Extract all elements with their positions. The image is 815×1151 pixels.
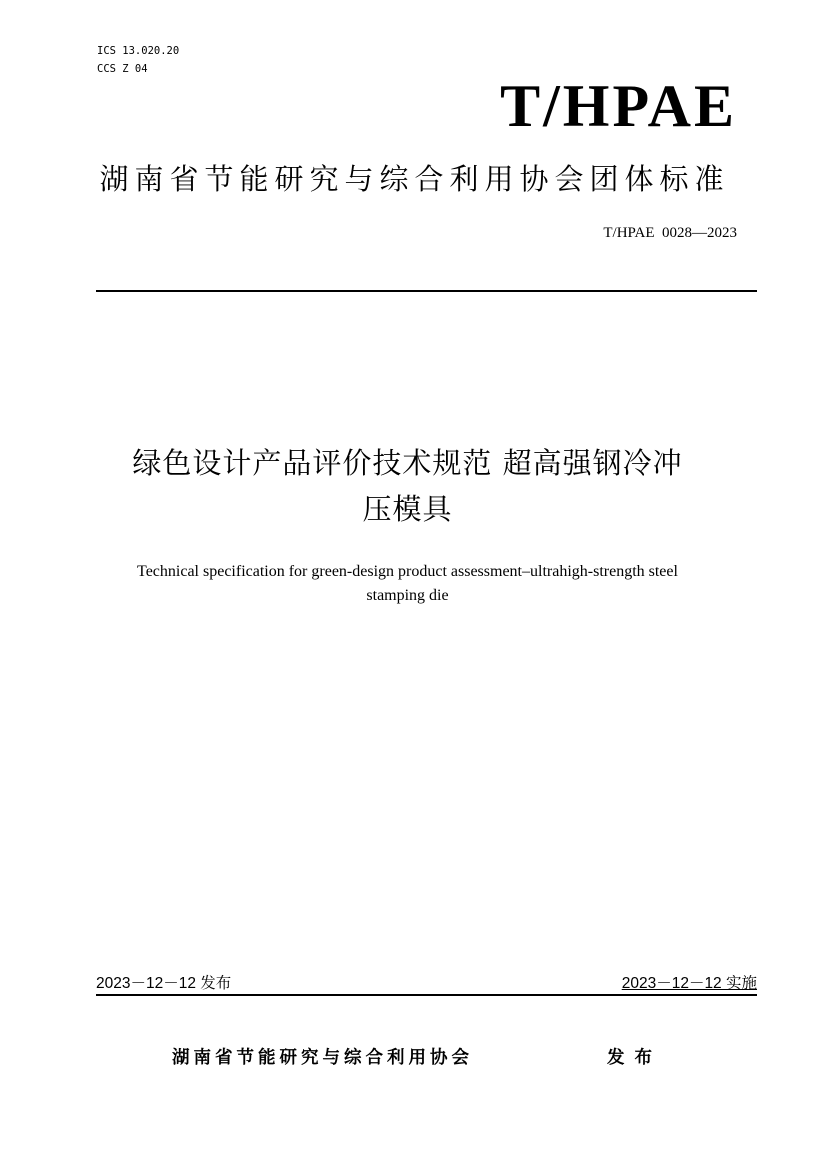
ccs-code: CCS Z 04 — [97, 63, 148, 75]
standard-logo: T/HPAE — [500, 73, 737, 139]
english-title-line-2: stamping die — [366, 587, 449, 604]
chinese-title-line-1: 绿色设计产品评价技术规范 超高强钢冷冲 — [132, 446, 683, 480]
english-title — [0, 560, 815, 608]
implementation-date: 2023－12－12 实施 — [621, 975, 757, 992]
standard-type-heading: 湖南省节能研究与综合利用协会团体标准 — [99, 162, 730, 196]
chinese-title — [0, 440, 815, 532]
ics-code: ICS 13.020.20 — [97, 45, 180, 57]
chinese-title-line-2: 压模具 — [362, 492, 453, 526]
classification-codes — [97, 42, 179, 78]
standard-number: T/HPAE 0028—2023 — [603, 225, 737, 241]
publisher-name: 湖南省节能研究与综合利用协会 — [172, 1048, 473, 1068]
english-title-line-1: Technical specification for green-design product assessment–ultrahigh-strength steel — [137, 563, 678, 580]
publish-label: 发布 — [607, 1048, 662, 1068]
date-row — [96, 972, 757, 996]
bottom-divider — [96, 994, 757, 996]
issue-date: 2023－12－12 发布 — [96, 975, 232, 992]
top-divider — [96, 290, 757, 292]
